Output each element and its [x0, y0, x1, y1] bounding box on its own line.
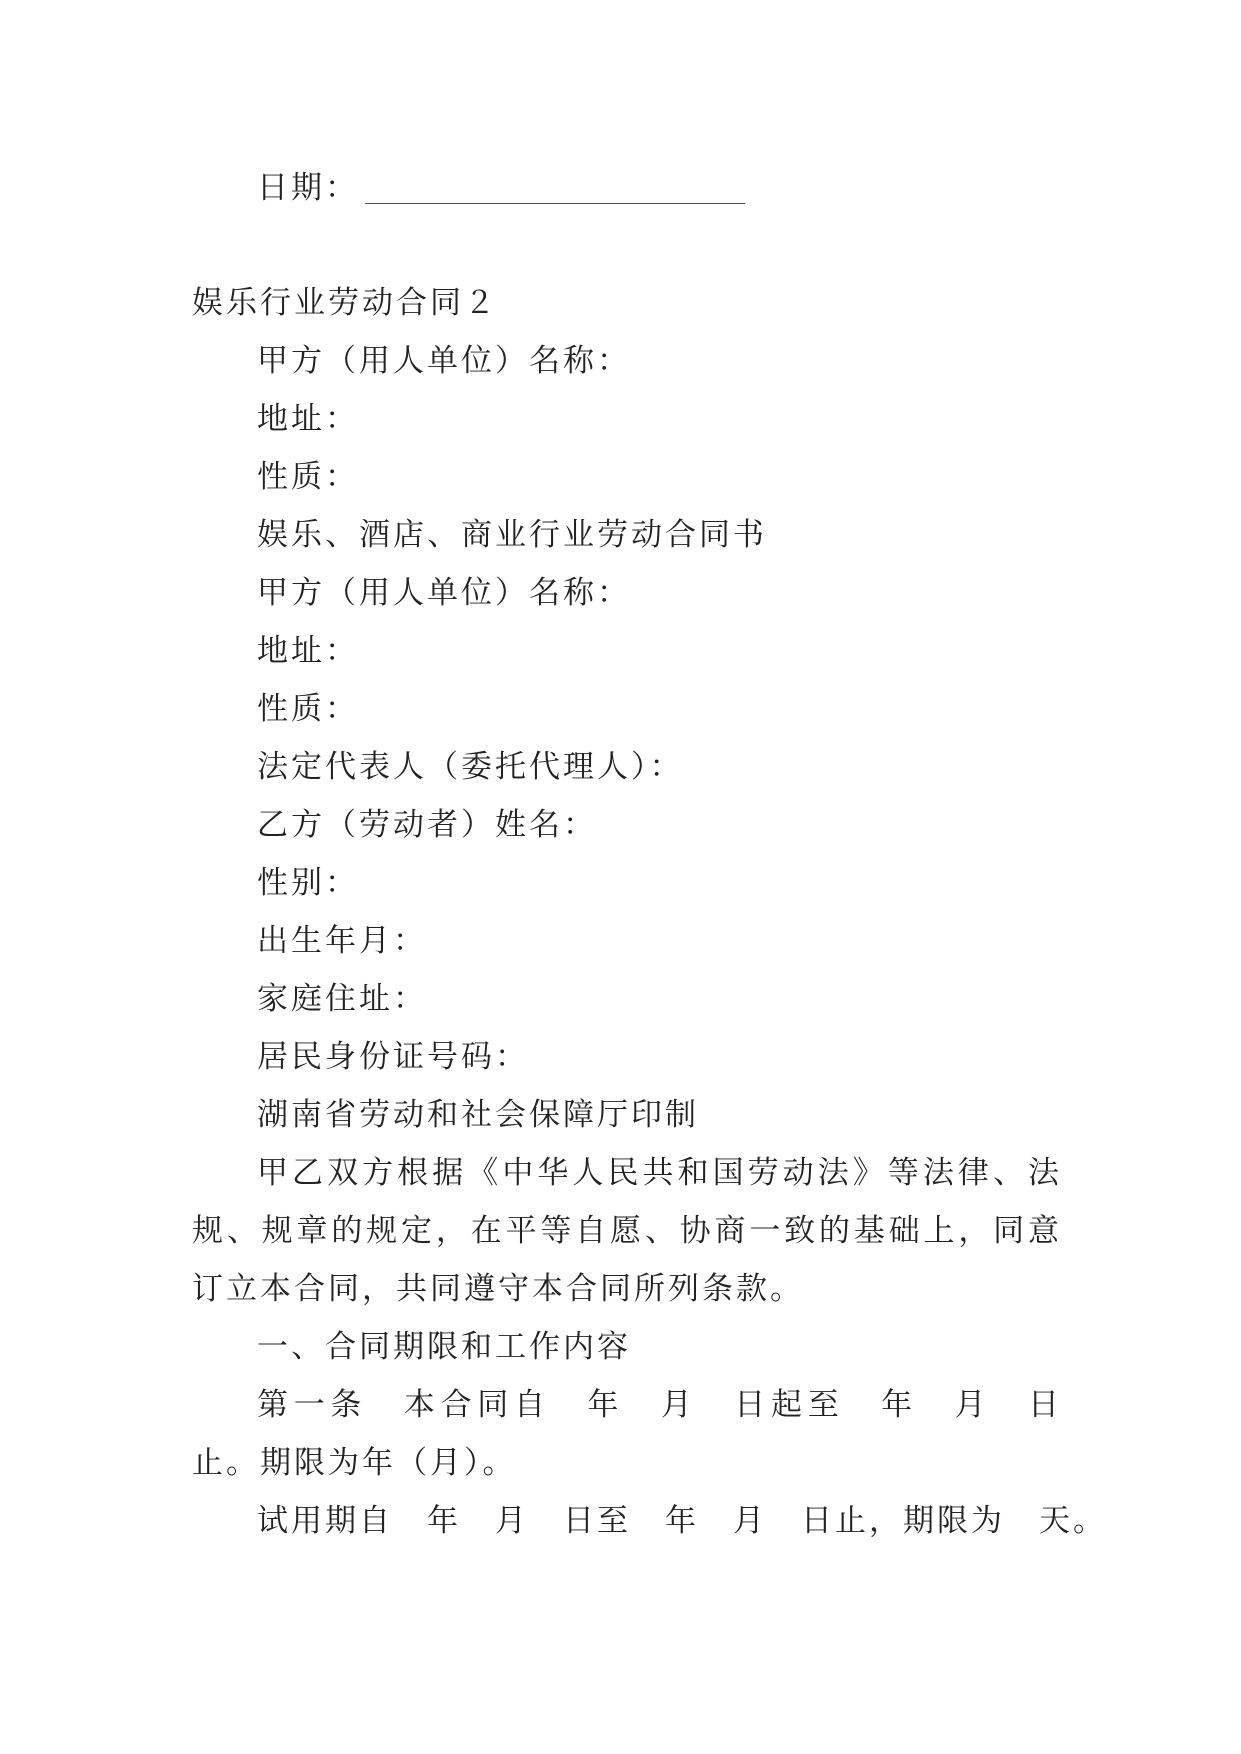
party-a-name-line: 甲方（用人单位）名称：	[257, 343, 631, 379]
birth-date-line: 出生年月：	[257, 923, 427, 959]
section-1-heading: 一、合同期限和工作内容	[257, 1329, 631, 1365]
legal-representative-line: 法定代表人（委托代理人）：	[257, 749, 684, 785]
id-number-line: 居民身份证号码：	[257, 1039, 529, 1075]
nature-line: 性质：	[257, 459, 359, 495]
contract-subtitle: 娱乐、酒店、商业行业劳动合同书	[257, 517, 767, 553]
document-title: 娱乐行业劳动合同２	[192, 285, 498, 321]
date-blank-underline	[365, 175, 745, 204]
party-b-name-line: 乙方（劳动者）姓名：	[257, 807, 597, 843]
home-address-line: 家庭住址：	[257, 981, 427, 1017]
preamble-paragraph: 甲乙双方根据《中华人民共和国劳动法》等法律、法规、规章的规定，在平等自愿、协商一致的基础上，同意订立本合同，共同遵守本合同所列条款。	[192, 1155, 1062, 1307]
gender-line: 性别：	[257, 865, 359, 901]
date-line	[257, 168, 1127, 208]
article-1-paragraph: 第一条 本合同自 年 月 日起至 年 月 日止。期限为年（月）。	[192, 1387, 1062, 1481]
address-line-2: 地址：	[257, 633, 359, 669]
date-label: 日期：	[257, 170, 359, 206]
printed-by-line: 湖南省劳动和社会保障厅印制	[257, 1097, 699, 1133]
probation-line: 试用期自 年 月 日至 年 月 日止，期限为 天。	[257, 1503, 1107, 1539]
address-line: 地址：	[257, 401, 359, 437]
nature-line-2: 性质：	[257, 691, 359, 727]
party-a-name-line-2: 甲方（用人单位）名称：	[257, 575, 631, 611]
